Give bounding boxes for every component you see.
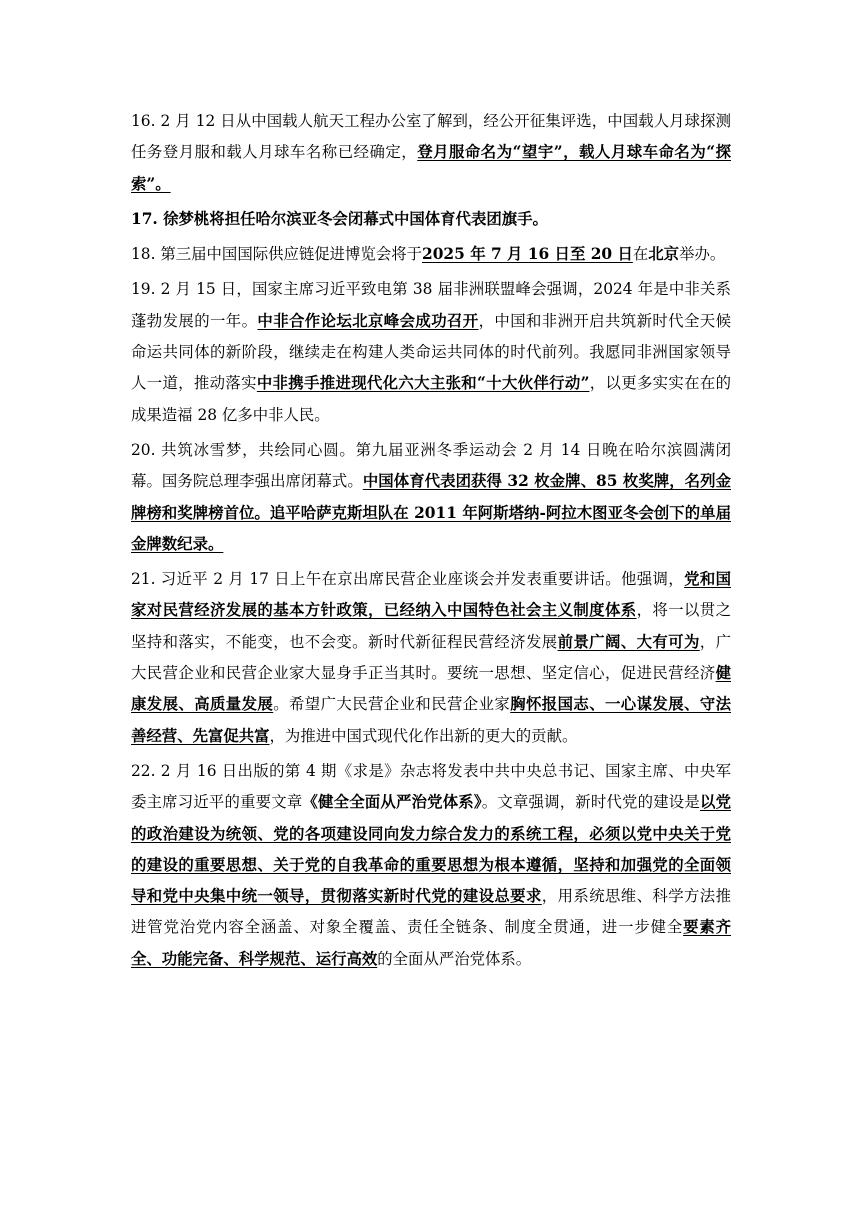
key-phrase: 党和国家对民营经济发展的基本方针政策，已经纳入中国特色社会主义制度体系 <box>131 570 731 620</box>
key-phrase: 中非合作论坛北京峰会成功召开 <box>257 311 479 330</box>
news-item-22 <box>131 756 731 975</box>
body-text: ，将一以贯之坚持和落实，不能变，也不会变。新时代新征程民营经济发展 <box>131 601 731 651</box>
key-phrase: 《健全全面从严治党体系》 <box>302 793 482 812</box>
body-text: ，为推进中国式现代化作出新的更大的贡献。 <box>269 726 578 745</box>
key-phrase: 前景广阔、大有可为 <box>557 632 700 651</box>
body-text: ，广大民营企业和民营企业家大显身手正当其时。要统一思想、坚定信心，促进民营经济 <box>131 632 731 683</box>
key-phrase: 健康发展、高质量发展 <box>131 664 731 714</box>
news-item-16 <box>131 106 731 200</box>
key-phrase: 登月服命名为“望宇”，载人月球车命名为“探索”。 <box>131 143 731 193</box>
news-item-20 <box>131 435 731 560</box>
key-phrase: 北京 <box>648 245 680 264</box>
key-phrase: 胸怀报国志、一心谋发展、守法善经营、先富促共富 <box>131 695 731 745</box>
body-text: 18. 第三届中国国际供应链促进博览会将于 <box>131 245 423 264</box>
body-text: 在 <box>632 245 649 264</box>
body-text: 21. 习近平 2 月 17 日上午在京出席民营企业座谈会并发表重要讲话。他强调， <box>131 570 685 589</box>
key-phrase: 2025 年 7 月 16 日至 20 日 <box>422 245 633 264</box>
body-text: ，用系统思维、科学方法推进管党治党内容全涵盖、对象全覆盖、责任全链条、制度全贯通，进一步健全 <box>131 887 731 937</box>
key-phrase: 以党的政治建设为统领、党的各项建设同向发力综合发力的系统工程，必须以党中央关于党的建设的重要思想、关于党的自我革命的重要思想为根本遵循，坚持和加强党的全面领导和党中央集中统一领导，贯彻落实新时代党的建设总要求 <box>131 793 731 906</box>
body-text: 的全面从严治党体系。 <box>377 949 532 968</box>
body-text: 举办。 <box>679 245 726 264</box>
body-text: ，中国和非洲开启共筑新时代全天候命运共同体的新阶段，继续走在构建人类命运共同体的时代前列。我愿同非洲国家领导人一道，推动落实 <box>131 311 731 393</box>
body-text: 19. 2 月 15 日，国家主席习近平致电第 38 届非洲联盟峰会强调，2024 年是中非关系蓬勃发展的一年。 <box>131 280 731 330</box>
news-item-17 <box>131 204 731 235</box>
body-text: 16. 2 月 12 日从中国载人航天工程办公室了解到，经公开征集评选，中国载人月球探测任务登月服和载人月球车名称已经确定， <box>131 112 731 162</box>
body-text: 。文章强调，新时代党的建设是 <box>481 793 700 812</box>
body-text: 20. 共筑冰雪梦，共绘同心圆。第九届亚洲冬季运动会 2 月 14 日晚在哈尔滨圆满闭幕。国务院总理李强出席闭幕式。 <box>131 440 731 491</box>
body-text: 。希望广大民营企业和民营企业家 <box>273 695 511 714</box>
body-text: 22. 2 月 16 日出版的第 4 期《求是》杂志将发表中共中央总书记、国家主席、中央军委主席习近平的重要文章 <box>131 761 731 812</box>
body-text: ，以更多实实在在的成果造福 28 亿多中非人民。 <box>131 374 731 424</box>
news-item-18 <box>131 239 731 270</box>
document-body <box>131 106 731 979</box>
key-phrase: 中非携手推进现代化六大主张和“十大伙伴行动” <box>256 374 590 393</box>
news-item-21 <box>131 564 731 752</box>
key-phrase: 17. 徐梦桃将担任哈尔滨亚冬会闭幕式中国体育代表团旗手。 <box>131 209 548 228</box>
news-item-19 <box>131 274 731 430</box>
key-phrase: 要素齐全、功能完备、科学规范、运行高效 <box>131 918 731 968</box>
key-phrase: 中国体育代表团获得 32 枚金牌、85 枚奖牌，名列金牌榜和奖牌榜首位。追平哈萨克斯坦队在 2011 年阿斯塔纳-阿拉木图亚冬会创下的单届金牌数纪录。 <box>131 472 731 553</box>
